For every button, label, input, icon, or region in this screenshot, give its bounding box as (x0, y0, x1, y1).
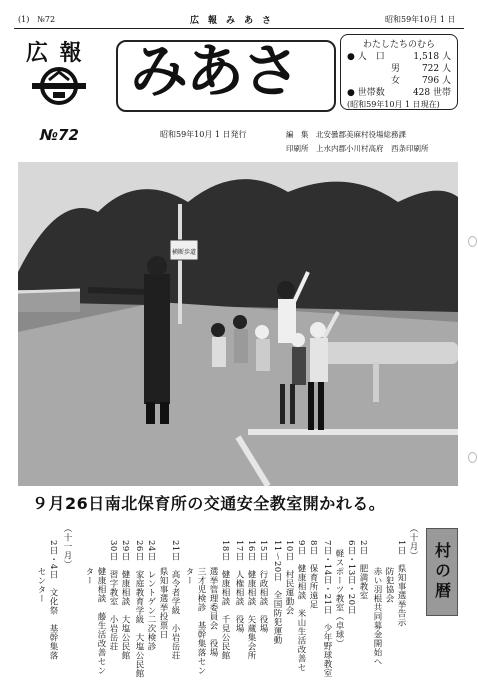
calendar-entry: 8日 保育所遠足 (308, 540, 318, 609)
female-label: 女 (391, 76, 401, 86)
calendar-entry: 30日 習字教室 小岩岳荘 (108, 540, 118, 651)
calendar-entry: 赤い羽根共同募金開始へ (372, 540, 382, 666)
calendar-entry: 6日・13日・20日 (346, 540, 356, 615)
credits-block (286, 128, 429, 156)
calendar-entry: 10日 村民運動会 (284, 540, 294, 615)
village-stats-box (340, 34, 458, 110)
calendar-entry: 2日 肥満教室 (358, 540, 368, 600)
calendar-month-nov: （十一月） (62, 524, 72, 569)
calendar-entry: 16日 健康相談 矢蔵集会所 (246, 540, 256, 660)
calendar-entry: ター (84, 540, 94, 585)
calendar-entry: 21日 高令者学級 小岩岳荘 (170, 540, 180, 660)
printer-value: 上水内郡小川村高府 西条印刷所 (316, 144, 429, 153)
header-date: 昭和59年10月 1 日 (385, 15, 456, 24)
households-label: ● 世帯数 (347, 88, 385, 98)
stats-male-row (347, 63, 451, 75)
newsletter-name: 広 報 み あ さ (190, 16, 272, 26)
calendar-entry: 県知事選挙投票日 (158, 540, 168, 639)
stats-title: わたしたちのむら (362, 40, 435, 50)
binder-hole (468, 236, 477, 247)
printer-label: 印刷所 (286, 144, 309, 153)
editor-label: 編 集 (286, 130, 309, 139)
issue-number: №72 (40, 126, 79, 144)
calendar-entry: 11〜20日 全国防犯運動 (272, 540, 282, 645)
calendar-entry: 7日・14日・21日 少年野球教室 (322, 540, 332, 678)
crosswalk-sign-text: 横断歩道 (171, 249, 197, 256)
header-rule (14, 28, 464, 29)
stats-as-of: (昭和59年10月 1 日現在) (347, 100, 440, 109)
photo-scene (18, 162, 458, 486)
calendar-entry: 選挙管理委員会 役場 (208, 540, 218, 657)
calendar-entry: 健康相談 藤生活改善セン (96, 540, 106, 675)
stats-households-row (347, 87, 451, 99)
calendar-entry: 17日 人権相談 役場 (234, 540, 244, 633)
issue-tag: (1) №72 (18, 15, 56, 24)
village-emblem-icon (30, 64, 88, 108)
population-label: ● 人 口 (347, 52, 385, 62)
binder-hole (468, 452, 477, 463)
population-value: 1,518 人 (413, 52, 451, 62)
female-value: 796 人 (421, 76, 451, 86)
male-value: 722 人 (421, 64, 451, 74)
logo-title: みあさ (130, 37, 299, 105)
traffic-safety-photo (18, 162, 458, 486)
calendar-entry: 29日 健康相談 大塩公民館 (120, 540, 130, 660)
calendar-entry: 1日 県知事選挙告示 (396, 540, 406, 627)
calendar-entry: 18日 健康相談 千見公民館 (220, 540, 230, 660)
calendar-entry: 24日 レントゲン二次検診 (146, 540, 156, 651)
headline: ９月26日南北保育所の交通安全教室開かれる。 (32, 494, 386, 513)
editor-value: 北安曇郡美麻村役場総務課 (316, 130, 406, 139)
calendar-title: 村の暦 (426, 528, 458, 616)
calendar-entry: 2日・4日 文化祭 基幹集落 (48, 540, 58, 660)
calendar-entry: 15日 行政相談 役場 (258, 540, 268, 633)
calendar-entry: 軽スポーツ教室（卓球） (334, 540, 344, 648)
stats-female-row (347, 75, 451, 87)
male-label: 男 (391, 64, 401, 74)
calendar-entry: センター (36, 540, 46, 603)
calendar-entry: 26日 家庭教育学級 大塩公民館 (134, 540, 144, 678)
calendar-entry: ター (184, 540, 194, 585)
publish-date: 昭和59年10月 1 日発行 (160, 130, 247, 139)
calendar-entry: 防犯協会 (384, 540, 394, 603)
stats-population-row (347, 51, 451, 63)
calendar-entry: 三才児検診 基幹集落セン (196, 540, 206, 675)
calendar-entry: 9日 健康相談 米山生活改善セ (296, 540, 306, 672)
households-value: 428 世帯 (412, 88, 451, 98)
calendar-month-oct: （十月） (408, 524, 418, 560)
koho-title: 広 報 (26, 41, 84, 66)
